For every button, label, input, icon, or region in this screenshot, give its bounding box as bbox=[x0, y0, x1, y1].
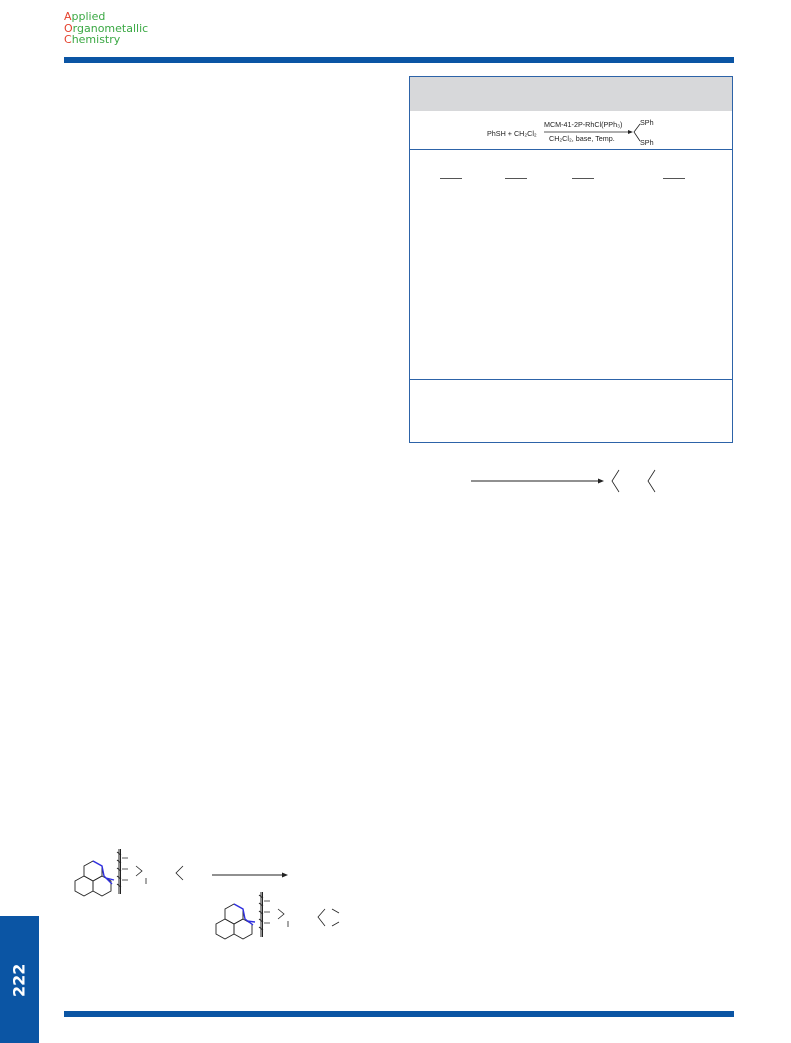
scheme-conditions: CH₂Cl₂, base, Temp. bbox=[549, 134, 615, 143]
scheme-reaction-arrow bbox=[471, 479, 604, 484]
mesoporous-structure-2 bbox=[216, 892, 339, 939]
table-reaction-arrow bbox=[544, 130, 633, 134]
logo-line-1: Applied bbox=[64, 10, 106, 23]
scheme-reactants: PhSH + CH₂Cl₂ bbox=[487, 129, 537, 138]
page-number: 222 bbox=[9, 963, 29, 997]
mesoporous-structure-1 bbox=[75, 849, 183, 896]
scheme-catalyst: MCM-41-2P-RhCl(PPh₃) bbox=[544, 120, 623, 129]
scheme-product-bonds bbox=[612, 470, 655, 492]
product-bracket bbox=[634, 124, 640, 141]
scheme-product-top: SPh bbox=[640, 118, 654, 127]
scheme-product-bottom: SPh bbox=[640, 138, 654, 147]
mechanism-arrow bbox=[212, 873, 288, 878]
logo-line-2: Organometallic bbox=[64, 21, 149, 35]
footer-rule bbox=[64, 1011, 734, 1017]
logo-line-3: Chemistry bbox=[64, 33, 121, 46]
